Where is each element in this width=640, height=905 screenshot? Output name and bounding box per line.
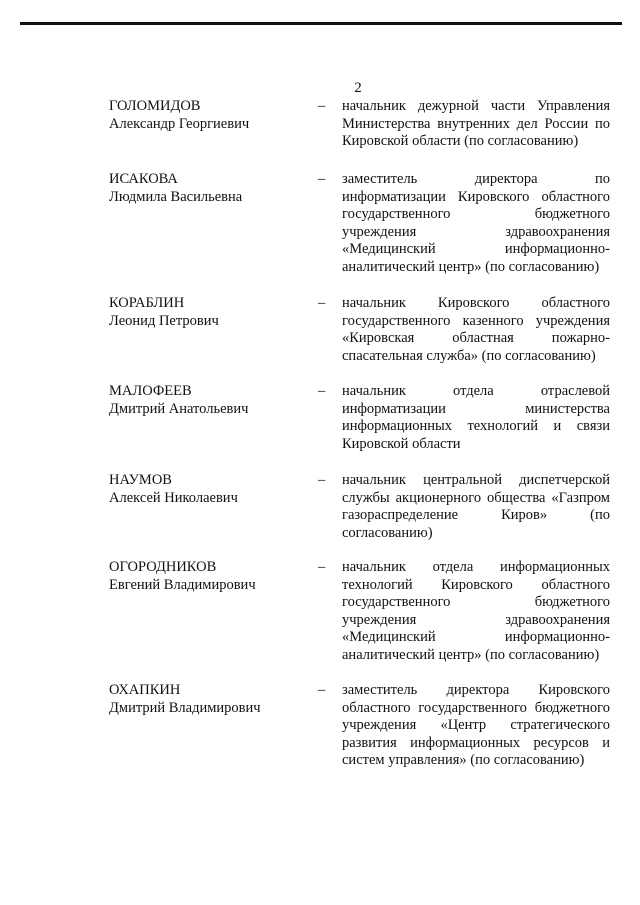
person-position (342, 383, 610, 453)
person-name (109, 682, 319, 717)
position-line: государственного бюджетного (342, 206, 610, 222)
person-position (342, 295, 610, 365)
person-position (342, 682, 610, 770)
dash-separator: – (318, 383, 326, 399)
position-line: государственного бюджетного (342, 594, 610, 610)
position-line: развития информационных ресурсов и (342, 734, 610, 751)
dash-separator: – (318, 171, 326, 187)
dash-separator: – (318, 472, 326, 488)
position-line: учреждения «Центр стратегического (342, 717, 610, 733)
person-name (109, 98, 319, 133)
person-given-name: Дмитрий Владимирович (109, 699, 261, 716)
position-line: «Кировская областная пожарно- (342, 330, 610, 346)
position-line: начальник отдела отраслевой (342, 383, 610, 399)
person-position (342, 559, 610, 664)
position-line: службы акционерного общества «Газпром (342, 489, 610, 506)
dash-separator: – (318, 559, 326, 575)
person-surname: ОГОРОДНИКОВ (109, 559, 217, 575)
person-given-name: Евгений Владимирович (109, 576, 256, 593)
position-line: «Медицинский информационно- (342, 241, 610, 257)
position-line: областного государственного бюджетного (342, 699, 610, 716)
position-line: начальник центральной диспетчерской (342, 472, 610, 488)
position-line: учреждения здравоохранения (342, 611, 610, 628)
person-name (109, 559, 319, 594)
person-given-name: Леонид Петрович (109, 312, 219, 329)
position-line: «Медицинский информационно- (342, 629, 610, 645)
person-position (342, 171, 610, 276)
person-name (109, 472, 319, 507)
person-name (109, 171, 319, 206)
person-given-name: Алексей Николаевич (109, 489, 238, 506)
person-surname: ГОЛОМИДОВ (109, 98, 201, 114)
position-line: технологий Кировского областного (342, 576, 610, 593)
person-given-name: Дмитрий Анатольевич (109, 400, 249, 417)
position-line: Кировской области (по согласованию) (342, 133, 579, 149)
person-name (109, 295, 319, 330)
dash-separator: – (318, 98, 326, 114)
person-position (342, 472, 610, 542)
position-line: начальник Кировского областного (342, 295, 610, 311)
position-line: спасательная служба» (по согласованию) (342, 347, 596, 364)
person-surname: МАЛОФЕЕВ (109, 383, 192, 399)
page-number: 2 (354, 80, 362, 96)
person-given-name: Людмила Васильевна (109, 188, 243, 205)
position-line: систем управления» (по согласованию) (342, 752, 585, 768)
position-line: аналитический центр» (по согласованию) (342, 646, 600, 663)
dash-separator: – (318, 295, 326, 311)
position-line: информатизации министерства (342, 400, 610, 417)
position-line: аналитический центр» (по согласованию) (342, 258, 600, 275)
position-line: заместитель директора Кировского (342, 682, 610, 698)
person-surname: ОХАПКИН (109, 682, 181, 698)
person-position (342, 98, 610, 151)
position-line: Министерства внутренних дел России по (342, 115, 610, 132)
position-line: заместитель директора по (342, 171, 610, 187)
person-given-name: Александр Георгиевич (109, 115, 250, 132)
person-name (109, 383, 319, 418)
person-surname: КОРАБЛИН (109, 295, 185, 311)
position-line: Кировской области (342, 435, 461, 452)
top-rule (20, 22, 622, 25)
position-line: информационных технологий и связи (342, 418, 610, 434)
position-line: начальник дежурной части Управления (342, 98, 610, 114)
position-line: информатизации Кировского областного (342, 188, 610, 205)
position-line: газораспределение Киров» (по (342, 507, 610, 523)
person-surname: ИСАКОВА (109, 171, 178, 187)
person-surname: НАУМОВ (109, 472, 172, 488)
position-line: согласованию) (342, 524, 433, 541)
position-line: начальник отдела информационных (342, 559, 610, 575)
position-line: учреждения здравоохранения (342, 223, 610, 240)
position-line: государственного казенного учреждения (342, 312, 610, 329)
dash-separator: – (318, 682, 326, 698)
